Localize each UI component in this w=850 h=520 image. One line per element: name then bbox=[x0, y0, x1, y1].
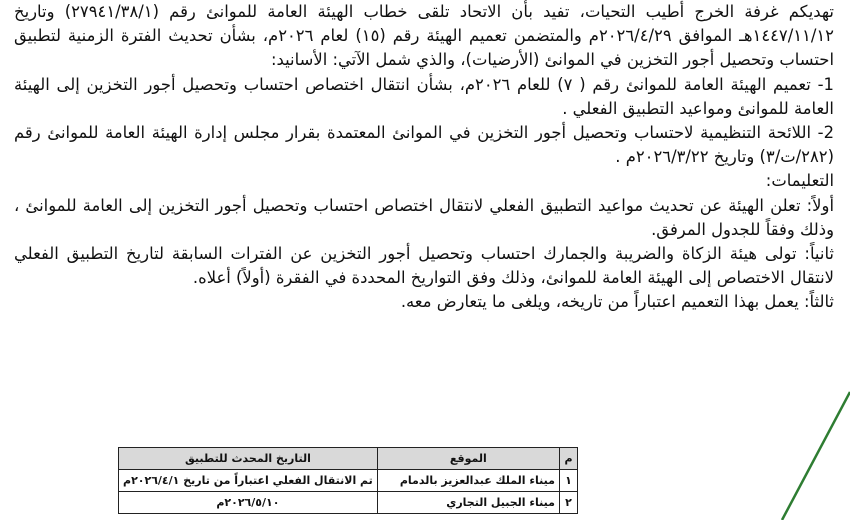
green-margin-stroke bbox=[782, 392, 850, 520]
row-date: ٢٠٢٦/٥/١٠م bbox=[119, 492, 378, 514]
circular-body bbox=[14, 0, 834, 315]
instructions-heading: التعليمات: bbox=[765, 171, 834, 191]
table-row bbox=[119, 492, 578, 514]
schedule-table bbox=[118, 447, 578, 514]
table-header-row bbox=[119, 448, 578, 470]
schedule-table-container bbox=[118, 447, 578, 514]
intro-paragraph: تهديكم غرفة الخرج أطيب التحيات، تفيد بأن الاتحاد تلقى خطاب الهيئة العامة للموانئ رقم (٢٧٩٤١/٣٨/١) وتاريخ ١٤٤٧/١١/١٢هـ الموافق ٢٠٢٦/٤/٢٩م والمتضمن تعميم الهيئة رقم (١٥) لعام ٢٠٢٦م، بشأن تحديث الفترة الزمنية لتطبيق احتساب وتحصيل أجور التخزين في الموانئ (الأرضيات)، والذي شمل الآتي: الأسانيد: bbox=[14, 2, 834, 70]
header-site: الموقع bbox=[377, 448, 559, 470]
row-date: تم الانتقال الفعلي اعتباراً من تاريخ ٢٠٢٦/٤/١م bbox=[119, 470, 378, 492]
row-number: ٢ bbox=[559, 492, 577, 514]
instruction-first: أولاً: تعلن الهيئة عن تحديث مواعيد التطبيق الفعلي لانتقال اختصاص احتساب وتحصيل أجور التخزين إلى العامة للموانئ ، وذلك وفقاً للجدول المرفق. bbox=[14, 195, 834, 239]
instruction-third: ثالثاً: يعمل بهذا التعميم اعتباراً من تاريخه، ويلغى ما يتعارض معه. bbox=[400, 292, 834, 312]
header-date: التاريخ المحدث للتطبيق bbox=[119, 448, 378, 470]
header-number: م bbox=[559, 448, 577, 470]
row-site: ميناء الجبيل التجاري bbox=[377, 492, 559, 514]
row-site: ميناء الملك عبدالعزيز بالدمام bbox=[377, 470, 559, 492]
row-number: ١ bbox=[559, 470, 577, 492]
basis-item-2: 2- اللائحة التنظيمية لاحتساب وتحصيل أجور التخزين في الموانئ المعتمدة بقرار مجلس إدارة الهيئة العامة للموانئ رقم (٢٨٢/ت/٣) وتاريخ ٢٠٢٦/٣/٢٢م . bbox=[14, 123, 834, 167]
basis-item-1: 1- تعميم الهيئة العامة للموانئ رقم ( ٧) للعام ٢٠٢٦م، بشأن انتقال اختصاص احتساب وتحصيل أجور التخزين إلى الهيئة العامة للموانئ ومواعيد التطبيق الفعلي . bbox=[14, 74, 834, 118]
instruction-second: ثانياً: تولى هيئة الزكاة والضريبة والجمارك احتساب وتحصيل أجور التخزين عن الفترات السابقة لتاريخ التطبيق الفعلي لانتقال الاختصاص إلى الهيئة العامة للموانئ، وذلك وفق التواريخ المحددة في الفقرة (أولاً) أعلاه. bbox=[14, 244, 834, 288]
table-row bbox=[119, 470, 578, 492]
